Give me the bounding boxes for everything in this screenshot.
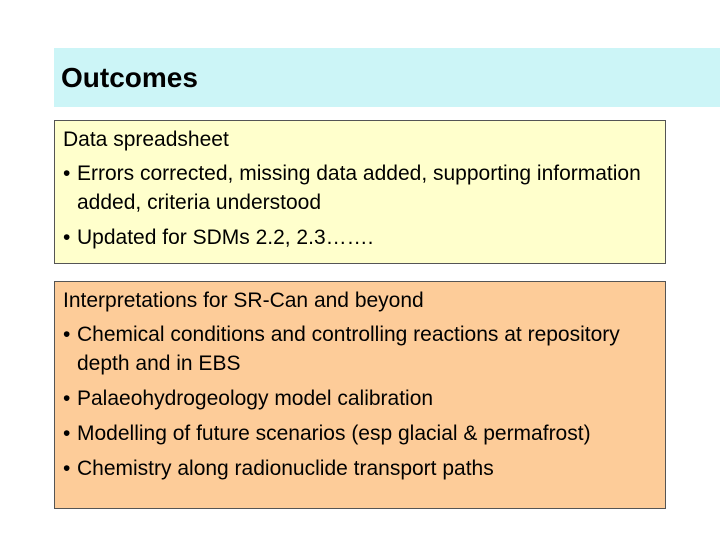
bullet-item: • Chemical conditions and controlling reactions at repository depth and in EBS xyxy=(63,320,657,378)
interpretations-bullet-list xyxy=(63,320,657,483)
bullet-item: • Modelling of future scenarios (esp glacial & permafrost) xyxy=(63,419,657,448)
interpretations-heading: Interpretations for SR-Can and beyond xyxy=(63,289,424,312)
data-spreadsheet-heading: Data spreadsheet xyxy=(63,128,229,151)
bullet-item: • Errors corrected, missing data added, supporting information added, criteria understood xyxy=(63,159,657,217)
slide-title: Outcomes xyxy=(61,62,198,93)
data-spreadsheet-box xyxy=(54,120,666,264)
bullet-item: • Updated for SDMs 2.2, 2.3……. xyxy=(63,223,657,252)
interpretations-box xyxy=(54,281,666,509)
bullet-item: • Chemistry along radionuclide transport paths xyxy=(63,454,657,483)
data-spreadsheet-bullet-list xyxy=(63,159,657,252)
bullet-item: • Palaeohydrogeology model calibration xyxy=(63,384,657,413)
title-bar xyxy=(54,48,720,107)
